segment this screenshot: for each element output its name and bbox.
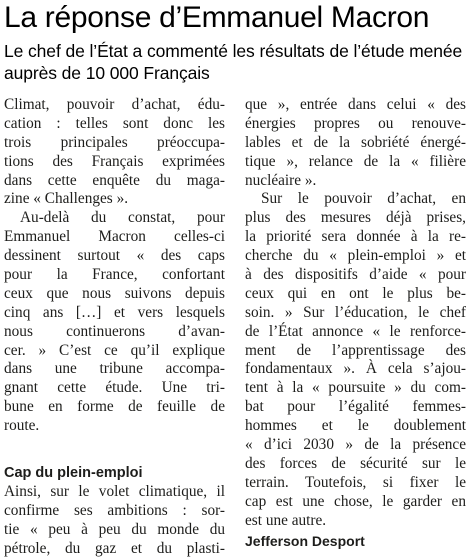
- text-line: plus des mesures déjà prises,: [245, 209, 466, 227]
- right-column: [245, 96, 466, 551]
- text-line: la priorité sera donnée à la re-: [245, 228, 466, 246]
- text-line: ment de l’apprentissage des: [245, 341, 466, 359]
- text-line: nucléaire ».: [245, 171, 317, 189]
- text-line: tent à la « poursuite » du com-: [245, 379, 466, 397]
- text-line: bune en forme de feuille de: [4, 398, 225, 416]
- text-line: Au-delà du constat, pour: [20, 209, 225, 227]
- paragraph-intro: [4, 96, 225, 209]
- text-line: cer. » C’est ce qu’il explique: [4, 341, 225, 359]
- text-line: trois principales préoccupa-: [4, 133, 225, 151]
- paragraph-constat: [4, 209, 225, 436]
- paragraph-climat: [4, 483, 225, 559]
- text-line: fondamentaux ». À cela s’ajou-: [245, 360, 466, 378]
- text-line: route.: [4, 417, 40, 435]
- subhead: Le chef de l’État a commenté les résultats de l’étude menée auprès de 10 000 Français: [4, 41, 463, 83]
- text-line: dessinent surtout « des caps: [4, 247, 225, 265]
- text-line: confirme ses ambitions : sor-: [4, 501, 225, 519]
- text-line: des forces de sécurité sur le: [245, 454, 466, 472]
- text-line: pétrole, du gaz et du plasti-: [4, 539, 225, 557]
- paragraph-climat-cont: [245, 96, 466, 190]
- text-line: ceux qui en ont le plus be-: [245, 284, 466, 302]
- text-line: ceux que nous suivons depuis: [4, 284, 225, 302]
- text-line: terrain. Toutefois, si fixer le: [245, 473, 466, 491]
- paragraph-pouvoir-achat: [245, 190, 466, 530]
- text-line: de l’État annonce « le renforce-: [245, 322, 466, 340]
- text-line: hommes et le doublement: [245, 417, 466, 435]
- text-line: tique », relance de la « filière: [245, 152, 466, 170]
- headline: La réponse d’Emmanuel Macron: [4, 1, 430, 34]
- text-line: Ainsi, sur le volet climatique, il: [4, 483, 225, 501]
- author-signature: Jefferson Desport: [245, 533, 365, 550]
- text-line: cinq ans […] et vers lesquels: [4, 303, 225, 321]
- text-line: dans cette enquête du maga-: [4, 171, 225, 189]
- text-line: lables et de la sobriété énergé-: [245, 133, 466, 151]
- text-line: soin. » Sur l’éducation, le chef: [245, 303, 466, 321]
- text-line: pour la France, confortant: [4, 266, 225, 284]
- text-line: « d’ici 2030 » de la présence: [245, 436, 466, 454]
- text-line: cation : telles sont donc les: [4, 114, 225, 132]
- text-line: énergies propres ou renouve-: [245, 114, 466, 132]
- text-line: gnant cette étude. Une tri-: [4, 379, 225, 397]
- crosshead: Cap du plein-emploi: [4, 465, 143, 482]
- text-line: Climat, pouvoir d’achat, édu-: [4, 96, 225, 113]
- text-line: que », entrée dans celui « des: [245, 96, 466, 113]
- left-column: [4, 96, 225, 559]
- text-line: tie « peu à peu du monde du: [4, 520, 225, 538]
- text-line: Sur le pouvoir d’achat, en: [261, 190, 466, 208]
- text-line: tions des Français exprimées: [4, 152, 225, 170]
- text-line: nous continuerons d’avan-: [4, 322, 225, 340]
- text-line: bat pour l’égalité femmes-: [245, 398, 466, 416]
- text-line: est une autre.: [245, 511, 327, 529]
- text-line: cap est une chose, le garder en: [245, 492, 466, 510]
- text-line: cherche du « plein-emploi » et: [245, 247, 466, 265]
- text-line: zine « Challenges ».: [4, 190, 129, 208]
- text-line: dans une tribune accompa-: [4, 360, 225, 378]
- text-line: Emmanuel Macron celles-ci: [4, 228, 225, 246]
- text-line: à des dispositifs d’aide « pour: [245, 266, 466, 284]
